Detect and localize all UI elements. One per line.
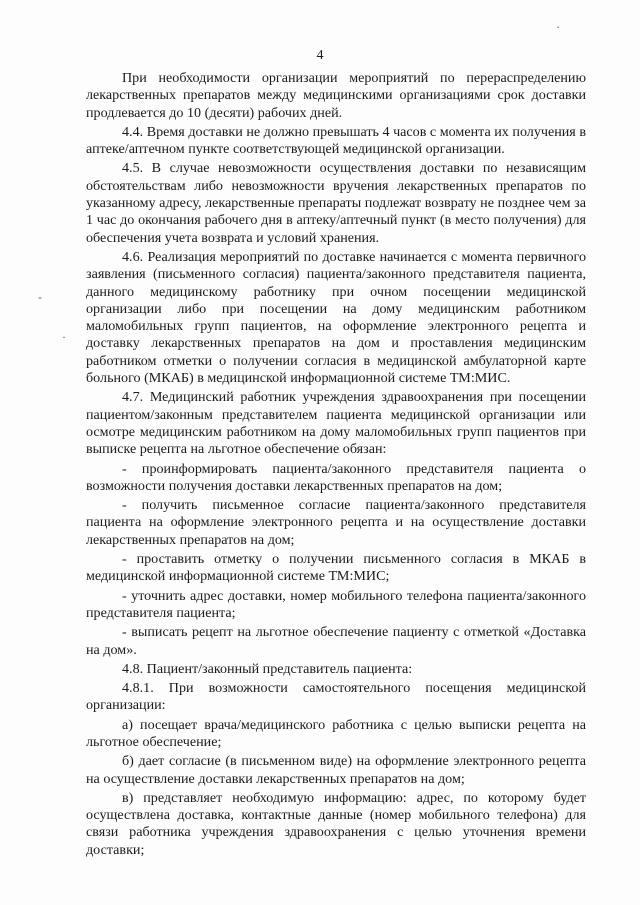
list-item: - выписать рецепт на льготное обеспечение пациенту с отметкой «Доставка на дом». <box>86 624 586 658</box>
paragraph-4-8: 4.8. Пациент/законный представитель пациента: <box>122 660 413 677</box>
list-item: - проставить отметку о получении письменного согласия в МКАБ в медицинской информационной системе ТМ:МИС; <box>86 551 586 585</box>
list-item: в) представляет необходимую информацию: адрес, по которому будет осуществлена доставка, контактные данные (номер мобильного телефона) для связи работника учреждения здравоохранения с целью уточнения времени доставки; <box>86 789 586 858</box>
paragraph-4-5: 4.5. В случае невозможности осуществления доставки по независящим обстоятельствам либо невозможности вручения лекарственных препаратов по указанному адресу, лекарственные препараты подлежат возврату не позднее чем за 1 час до окончания рабочего дня в аптеку/аптечный пункт (в место получения) для обеспечения учета возврата и условий хранения. <box>86 160 586 246</box>
paragraph-4-4: 4.4. Время доставки не должно превышать 4 часов с момента их получения в аптеке/аптечном пункте соответствующей медицинской организации. <box>86 123 586 158</box>
paragraph-4-8-1: 4.8.1. При возможности самостоятельного посещения медицинской организации: <box>86 680 586 714</box>
paragraph: При необходимости организации мероприятий по перераспределению лекарственных препаратов между медицинскими организациями срок доставки продлевается до 10 (десяти) рабочих дней. <box>86 70 586 121</box>
scan-mark: - <box>38 290 42 304</box>
list-item: а) посещает врача/медицинского работника с целью выписки рецепта на льготное обеспечение; <box>86 716 586 750</box>
paragraph-4-7: 4.7. Медицинский работник учреждения здравоохранения при посещении пациентом/законным представителем пациента медицинской организации или осмотре медицинским работником на дому маломобильных групп пациентов при выписке рецепта на льготное обеспечение обязан: <box>86 389 586 458</box>
scan-mark: · <box>556 20 560 34</box>
paragraph-4-6: 4.6. Реализация мероприятий по доставке начинается с момента первичного заявления (письменного согласия) пациента/законного представителя пациента, данного медицинскому работнику при очном посещении медицинской организации либо при посещении на дому медицинским работником маломобильных групп пациентов, на оформление электронного рецепта и доставку лекарственных препаратов на дом и проставления медицинским работником отметки о получении согласия в медицинской амбулаторной карте больного (МКАБ) в медицинской информационной системе ТМ:МИС. <box>86 248 586 387</box>
list-item: - проинформировать пациента/законного представителя пациента о возможности получения доставки лекарственных препаратов на дом; <box>86 460 586 494</box>
list-item: б) дает согласие (в письменном виде) на оформление электронного рецепта на осуществление доставки лекарственных препаратов на дом; <box>86 753 586 787</box>
list-item: - получить письменное согласие пациента/законного представителя пациента на оформление электронного рецепта и на осуществление доставки лекарственных препаратов на дом; <box>86 497 586 548</box>
document-body <box>86 70 586 861</box>
list-item: - уточнить адрес доставки, номер мобильного телефона пациента/законного представителя пациента; <box>86 587 586 621</box>
page-number: 4 <box>316 48 324 63</box>
scan-mark: · <box>62 330 66 344</box>
